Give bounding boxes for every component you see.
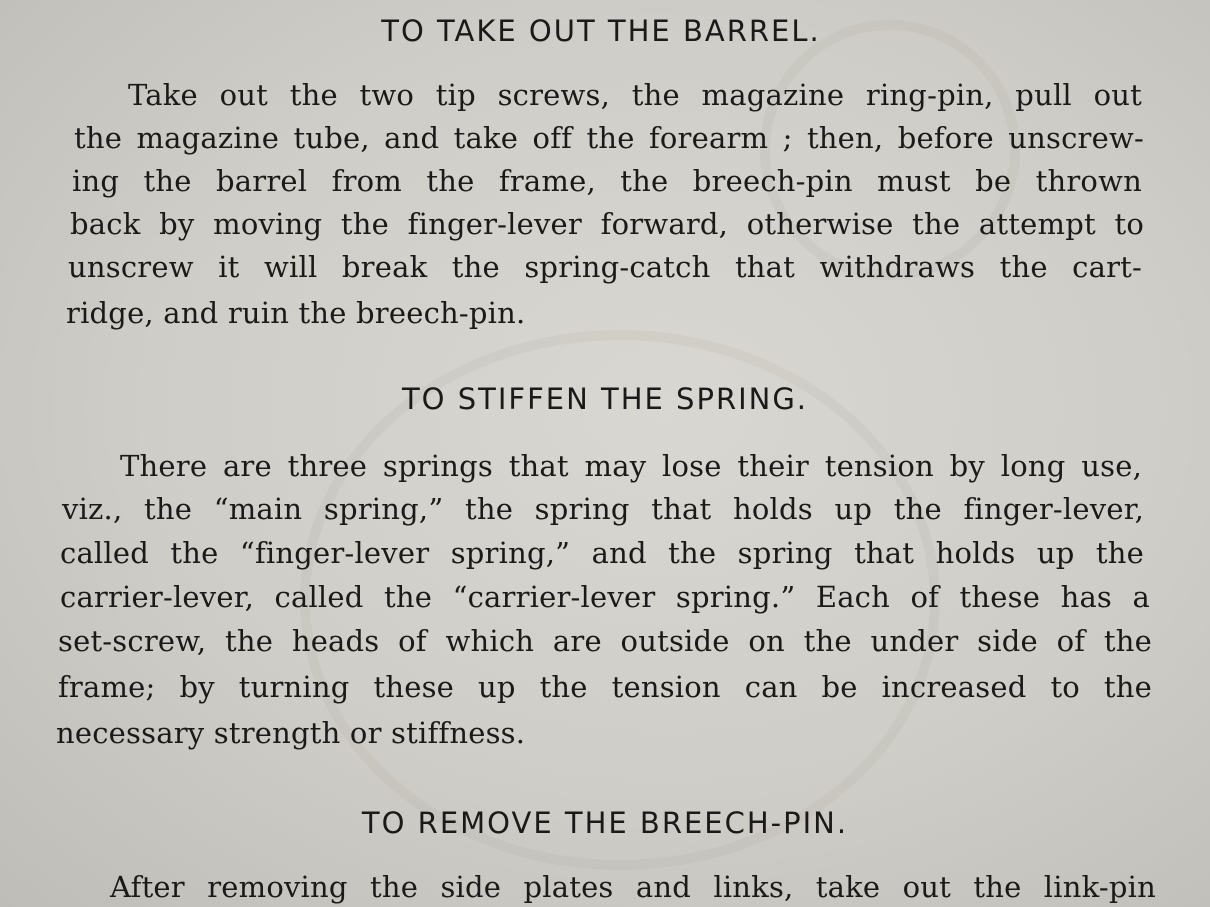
paragraph-line: ridge, and ruin the breech-pin. xyxy=(66,296,526,330)
paragraph-line: back by moving the finger-lever forward, otherwise the attempt to xyxy=(70,207,1144,241)
paragraph-line: necessary strength or stiffness. xyxy=(56,716,526,750)
paragraph-line: unscrew it will break the spring-catch that withdraws the cart- xyxy=(68,250,1142,284)
paragraph-line: After removing the side plates and links, take out the link-pin xyxy=(110,870,1156,904)
heading-take-out-barrel: TO TAKE OUT THE BARREL. xyxy=(381,14,821,48)
paragraph-line: called the “finger-lever spring,” and the spring that holds up the xyxy=(60,536,1144,570)
paragraph-line: frame; by turning these up the tension can be increased to the xyxy=(58,670,1152,704)
paragraph-line: the magazine tube, and take off the forearm ; then, before unscrew- xyxy=(74,121,1144,155)
heading-stiffen-spring: TO STIFFEN THE SPRING. xyxy=(401,382,809,416)
paragraph-line: set-screw, the heads of which are outside on the under side of the xyxy=(58,624,1152,658)
paragraph-line: Take out the two tip screws, the magazine ring-pin, pull out xyxy=(128,78,1142,112)
paragraph-line: There are three springs that may lose their tension by long use, xyxy=(120,449,1142,483)
heading-remove-breech-pin: TO REMOVE THE BREECH-PIN. xyxy=(361,806,849,840)
paragraph-line: carrier-lever, called the “carrier-lever spring.” Each of these has a xyxy=(60,580,1150,614)
paragraph-line: viz., the “main spring,” the spring that holds up the finger-lever, xyxy=(62,492,1144,526)
paragraph-line: ing the barrel from the frame, the breech-pin must be thrown xyxy=(72,164,1142,198)
